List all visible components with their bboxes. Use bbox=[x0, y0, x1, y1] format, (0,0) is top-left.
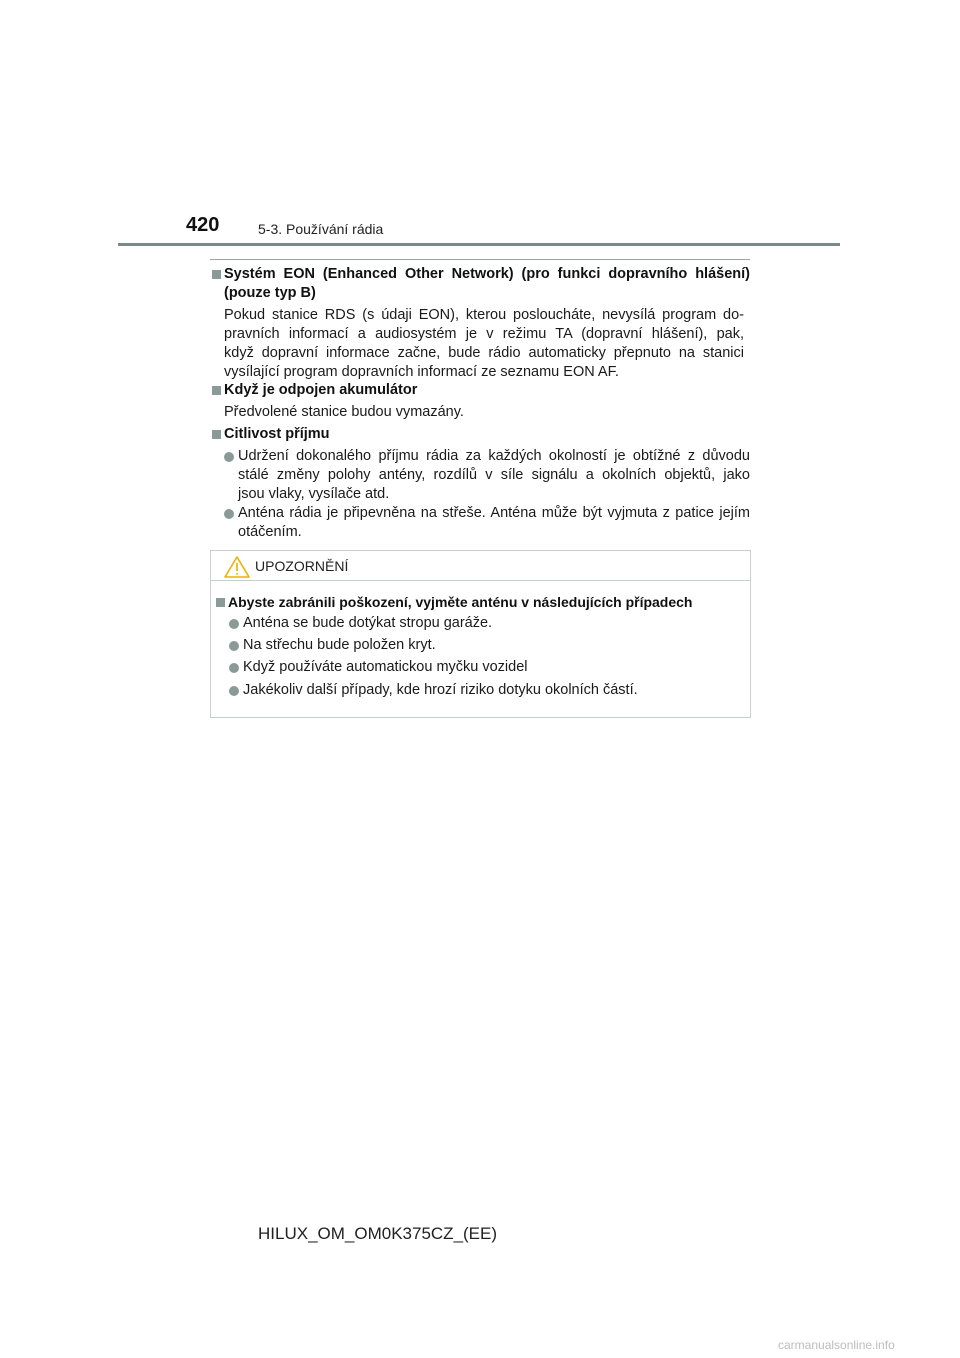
header-rule bbox=[118, 243, 840, 246]
square-bullet-icon bbox=[212, 430, 221, 439]
sensitivity-bullet1-line3: jsou vlaky, vysílače atd. bbox=[238, 486, 390, 502]
square-bullet-icon bbox=[216, 598, 225, 607]
warning-item-3: Když používáte automatickou myčku vozidel bbox=[243, 659, 528, 675]
eon-heading-line2: (pouze typ B) bbox=[224, 285, 316, 301]
eon-text-line1: Pokud stanice RDS (s údaji EON), kterou posloucháte, nevysílá program do- bbox=[224, 307, 744, 323]
warning-item-4: Jakékoliv další případy, kde hrozí riziko dotyku okolních částí. bbox=[243, 682, 638, 698]
eon-text-line3: když dopravní informace začne, bude rádio automaticky přepnuto na stanici bbox=[224, 345, 744, 361]
eon-heading-line1: Systém EON (Enhanced Other Network) (pro funkci dopravního hlášení) bbox=[224, 266, 750, 282]
warning-item-1: Anténa se bude dotýkat stropu garáže. bbox=[243, 615, 493, 631]
square-bullet-icon bbox=[212, 270, 221, 279]
round-bullet-icon bbox=[224, 509, 234, 519]
round-bullet-icon bbox=[229, 641, 239, 651]
sensitivity-bullet1-line2: stálé změny polohy antény, rozdílů v síle signálu a okolních objektů, jako bbox=[238, 467, 750, 483]
square-bullet-icon bbox=[212, 386, 221, 395]
section-title: 5-3. Používání rádia bbox=[258, 221, 384, 237]
warning-triangle-icon bbox=[224, 556, 250, 578]
battery-heading: Když je odpojen akumulátor bbox=[224, 382, 418, 398]
battery-text: Předvolené stanice budou vymazány. bbox=[224, 404, 464, 420]
warning-box bbox=[210, 550, 751, 718]
sensitivity-bullet1-line1: Udržení dokonalého příjmu rádia za každých okolností je obtížné z důvodu bbox=[238, 448, 750, 464]
round-bullet-icon bbox=[229, 619, 239, 629]
eon-text-line2: pravních informací a audiosystém je v režimu TA (dopravní hlášení), pak, bbox=[224, 326, 744, 342]
page-number: 420 bbox=[186, 214, 220, 236]
document-id: HILUX_OM_OM0K375CZ_(EE) bbox=[258, 1224, 498, 1243]
section-divider bbox=[210, 259, 750, 260]
eon-text-line4: vysílající program dopravních informací ze seznamu EON AF. bbox=[224, 364, 619, 380]
warning-item-2: Na střechu bude položen kryt. bbox=[243, 637, 436, 653]
warning-heading: Abyste zabránili poškození, vyjměte anténu v následujících případech bbox=[228, 594, 693, 610]
warning-header-divider bbox=[211, 580, 750, 581]
sensitivity-bullet2-line2: otáčením. bbox=[238, 524, 302, 540]
sensitivity-heading: Citlivost příjmu bbox=[224, 426, 330, 442]
round-bullet-icon bbox=[229, 686, 239, 696]
round-bullet-icon bbox=[224, 452, 234, 462]
round-bullet-icon bbox=[229, 663, 239, 673]
warning-title: UPOZORNĚNÍ bbox=[255, 558, 349, 574]
watermark: carmanualsonline.info bbox=[778, 1338, 895, 1352]
sensitivity-bullet2-line1: Anténa rádia je připevněna na střeše. Anténa může být vyjmuta z patice jejím bbox=[238, 505, 750, 521]
